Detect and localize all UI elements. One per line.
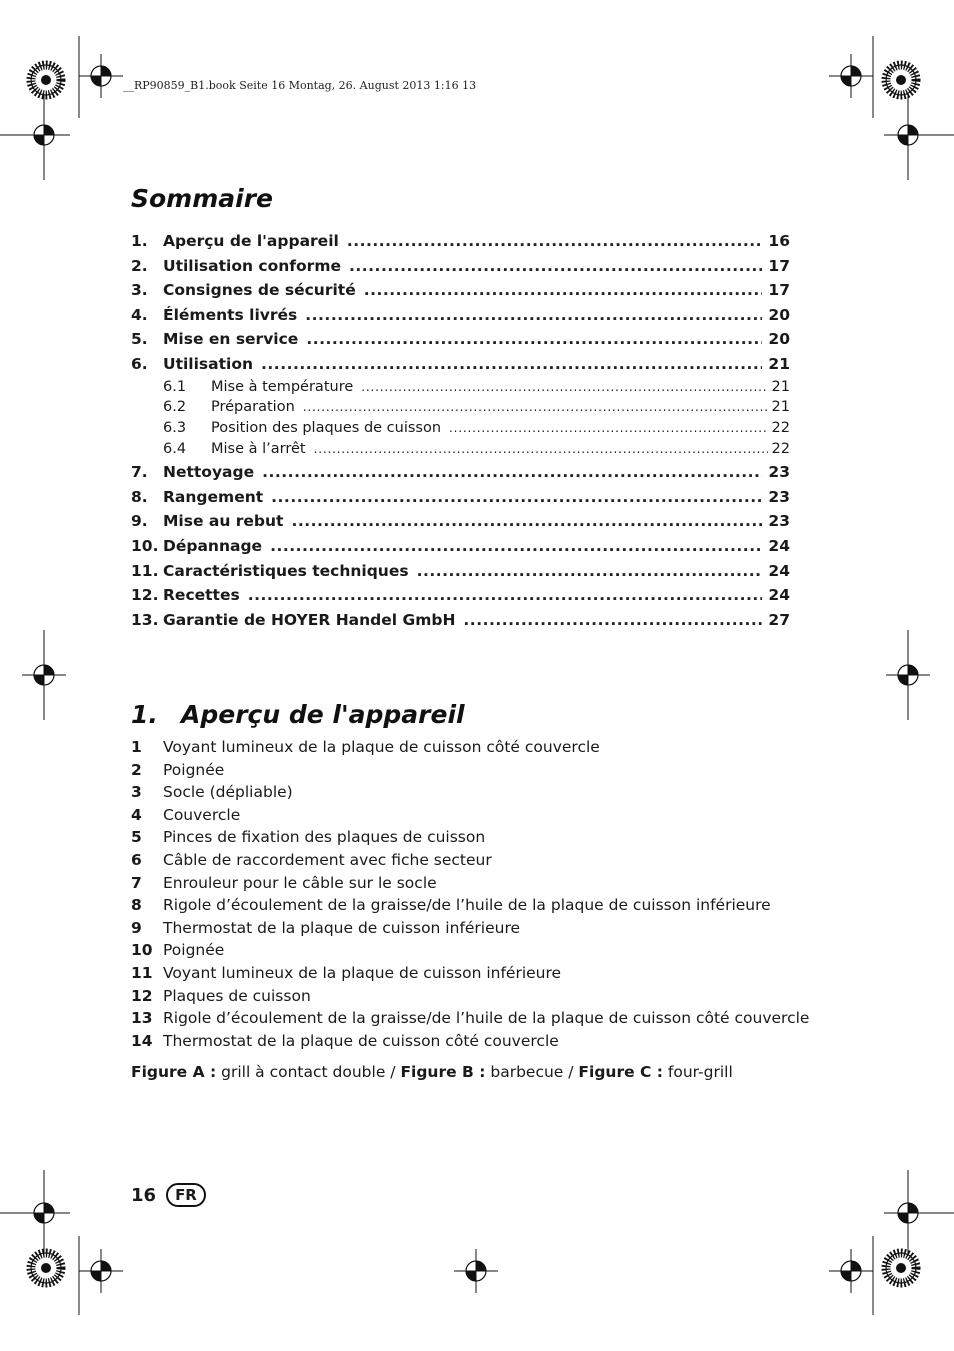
section-number: 1. [131,700,158,729]
list-item: 6 Câble de raccordement avec fiche secteur [131,850,492,869]
list-item: 12 Plaques de cuisson [131,986,311,1005]
list-item: 5 Pinces de fixation des plaques de cuisson [131,828,486,847]
toc-subentry[interactable]: 6.1 Mise à température ..... 21 [131,377,790,398]
list-item: 4 Couvercle [131,805,241,824]
toc-entry[interactable]: 11. Caractéristiques techniques ..... 24 [131,559,790,584]
figure-b-text: barbecue / [485,1063,579,1081]
list-item: 7 Enrouleur pour le câble sur le socle [131,873,437,892]
language-badge: FR [166,1183,206,1207]
list-item: 13 Rigole d’écoulement de la graisse/de l’huile de la plaque de cuisson côté couvercle [131,1009,810,1028]
page-number: 16 [131,1184,157,1206]
list-item: 10 Poignée [131,941,225,960]
toc-subentry[interactable]: 6.4 Mise à l’arrêt ..... 22 [131,439,790,460]
toc-entry[interactable]: 3. Consignes de sécurité ..... 17 [131,278,790,303]
toc-entry[interactable]: 10. Dépannage ..... 24 [131,534,790,559]
toc-entry[interactable]: 5. Mise en service ..... 20 [131,327,790,352]
toc-entry[interactable]: 6. Utilisation ..... 21 [131,352,790,377]
figure-b-label: Figure B : [400,1063,486,1081]
list-item: 8 Rigole d’écoulement de la graisse/de l’huile de la plaque de cuisson inférieure [131,896,771,915]
toc-subentry[interactable]: 6.2 Préparation ..... 21 [131,397,790,418]
toc-entry[interactable]: 13. Garantie de HOYER Handel GmbH ..... 27 [131,608,790,633]
figure-a-label: Figure A : [131,1063,217,1081]
list-item: 3 Socle (dépliable) [131,783,293,802]
toc-subentry[interactable]: 6.3 Position des plaques de cuisson ..... 22 [131,418,790,439]
table-of-contents [131,229,790,632]
list-item: 14 Thermostat de la plaque de cuisson côté couvercle [131,1031,559,1050]
list-item: 9 Thermostat de la plaque de cuisson inférieure [131,918,521,937]
list-item: 11 Voyant lumineux de la plaque de cuisson inférieure [131,963,562,982]
toc-entry[interactable]: 8. Rangement ..... 23 [131,485,790,510]
figure-a-text: grill à contact double / [216,1063,401,1081]
section-title: Aperçu de l'appareil [181,700,465,729]
toc-entry[interactable]: 7. Nettoyage ..... 23 [131,460,790,485]
page-footer [131,1183,206,1207]
section-heading [131,700,465,729]
figure-c-label: Figure C : [578,1063,663,1081]
figure-c-text: four-grill [662,1063,733,1081]
toc-entry[interactable]: 4. Éléments livrés ..... 20 [131,303,790,328]
list-item: 2 Poignée [131,760,225,779]
list-item: 1 Voyant lumineux de la plaque de cuisson côté couvercle [131,738,600,756]
figure-legend [131,1063,733,1081]
parts-list [131,736,811,1052]
print-file-header: __RP90859_B1.book Seite 16 Montag, 26. August 2013 1:16 13 [123,79,477,92]
toc-entry[interactable]: 1. Aperçu de l'appareil ..... 16 [131,229,790,254]
toc-title: Sommaire [131,184,274,213]
toc-entry[interactable]: 2. Utilisation conforme ..... 17 [131,254,790,279]
toc-entry[interactable]: 12. Recettes ..... 24 [131,583,790,608]
toc-entry[interactable]: 9. Mise au rebut ..... 23 [131,509,790,534]
